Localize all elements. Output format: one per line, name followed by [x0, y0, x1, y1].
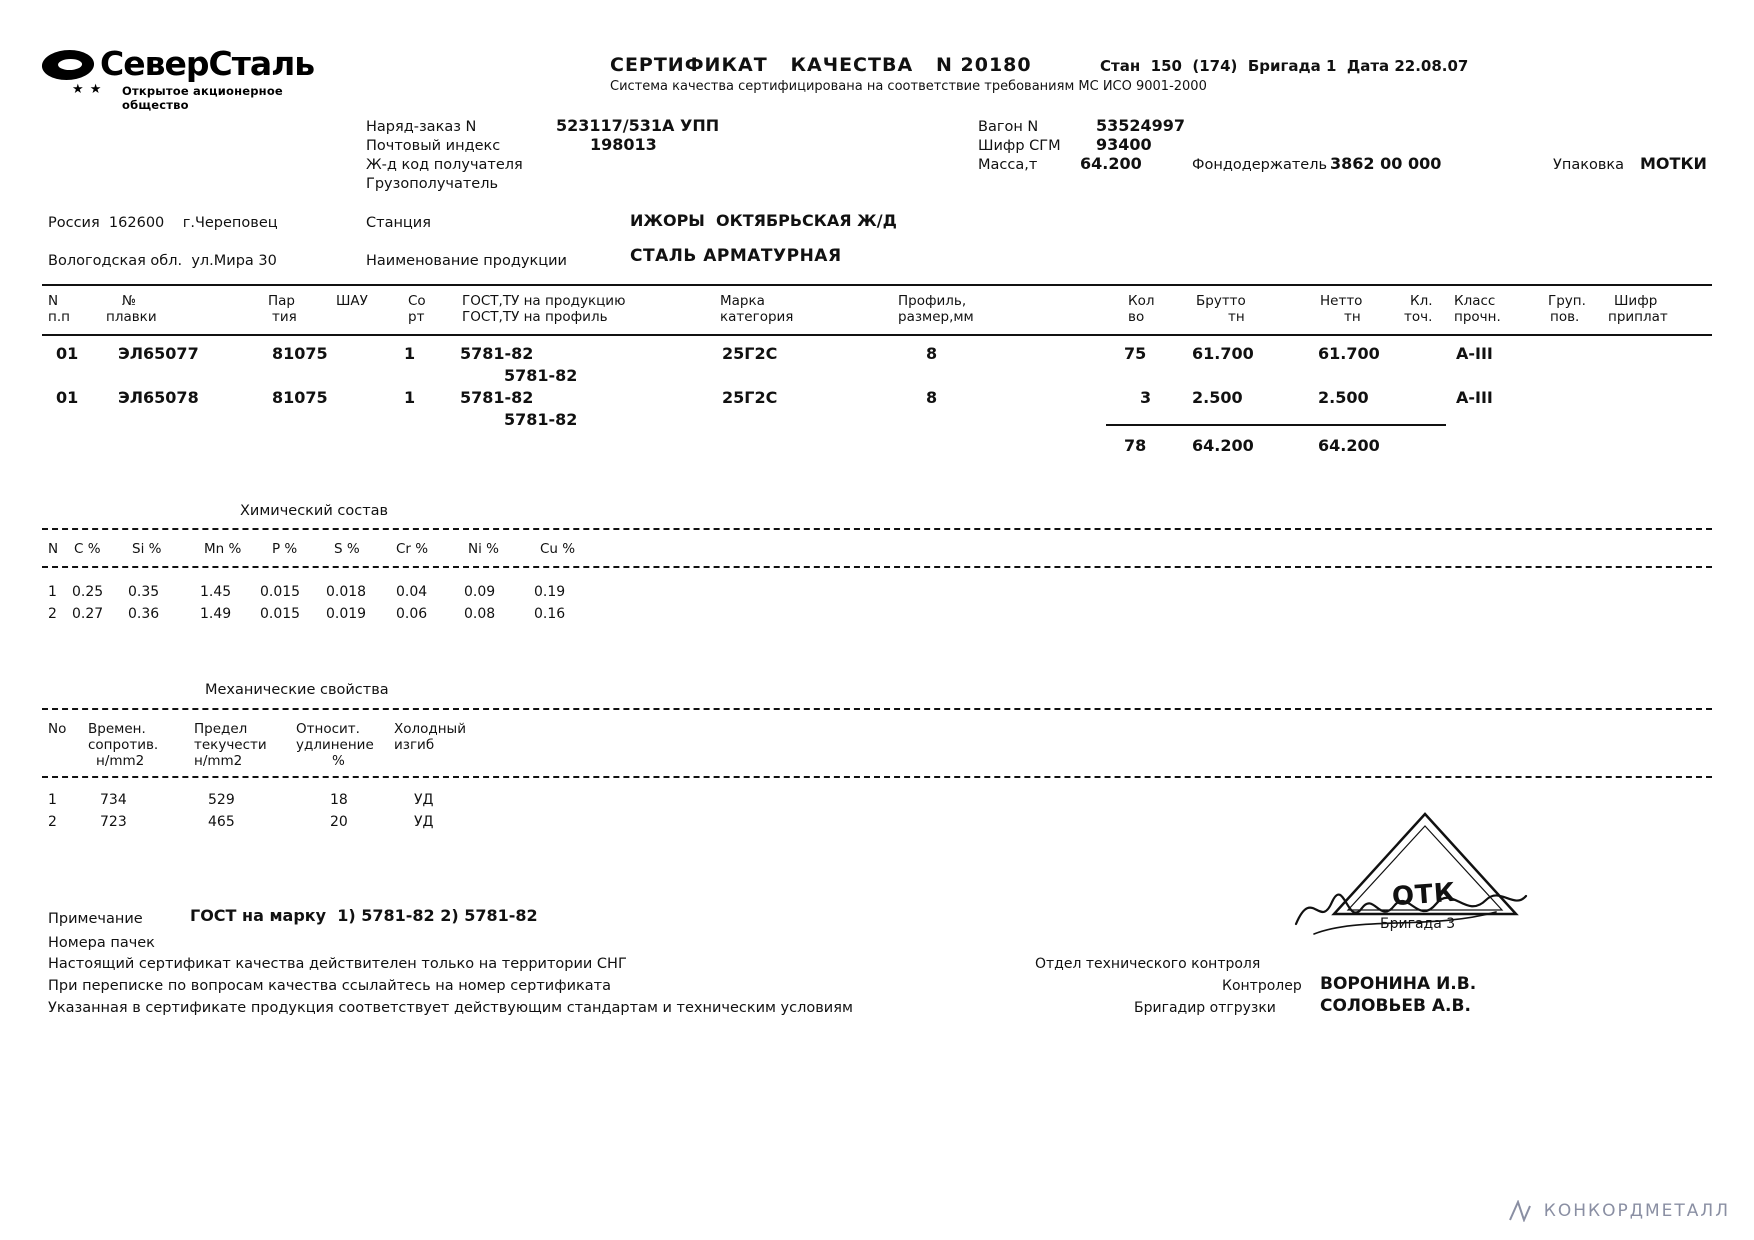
- chem-cell-ni: 0.09: [464, 584, 496, 600]
- chem-cell-p: 0.015: [260, 584, 301, 600]
- fund-holder-label: Фондодержатель: [1192, 157, 1328, 173]
- cell-sort: 1: [404, 388, 416, 407]
- th-code-2: приплат: [1608, 309, 1668, 325]
- company-logo: [36, 44, 326, 112]
- th-gost-1: ГОСТ,ТУ на продукцию: [462, 293, 626, 309]
- cell-mark: 25Г2С: [722, 344, 778, 363]
- cell-strength: А-III: [1456, 344, 1493, 363]
- cell-mark: 25Г2С: [722, 388, 778, 407]
- total-gross: 64.200: [1192, 436, 1254, 455]
- th-n-2: п.п: [48, 309, 70, 325]
- company-name: СеверСталь: [100, 44, 315, 83]
- chem-th-si: Si %: [132, 541, 162, 557]
- th-acc-2: точ.: [1404, 309, 1433, 325]
- packs-label: Номера пачек: [48, 935, 155, 951]
- th-gross-1: Брутто: [1196, 293, 1246, 309]
- th-class-1: Класс: [1454, 293, 1496, 309]
- chemical-section-title: Химический состав: [240, 503, 389, 519]
- mech-th-ts-2: сопротив.: [88, 737, 159, 753]
- note-gost: ГОСТ на марку 1) 5781-82 2) 5781-82: [190, 906, 538, 925]
- mech-th-ys-1: Предел: [194, 721, 248, 737]
- th-heat-2: плавки: [106, 309, 157, 325]
- foreman-name: СОЛОВЬЕВ А.В.: [1320, 996, 1471, 1016]
- cell-heat: ЭЛ65077: [118, 344, 199, 363]
- shifr-label: Шифр СГМ: [978, 138, 1061, 154]
- th-party-2: тия: [272, 309, 297, 325]
- chem-th-cr: Cr %: [396, 541, 429, 557]
- mech-cell-cb: УД: [414, 814, 434, 830]
- mech-th-ts-1: Времен.: [88, 721, 146, 737]
- cell-heat: ЭЛ65078: [118, 388, 199, 407]
- station-value: ИЖОРЫ ОКТЯБРЬСКАЯ Ж/Д: [630, 211, 897, 230]
- chem-cell-cr: 0.04: [396, 584, 428, 600]
- footer-line-1: Настоящий сертификат качества действителен только на территории СНГ: [48, 956, 627, 972]
- cell-n: 01: [56, 388, 79, 407]
- cell-gost1: 5781-82: [460, 344, 534, 363]
- mech-cell-ys: 529: [208, 792, 235, 808]
- chem-th-c: C %: [74, 541, 101, 557]
- postal-index-label: Почтовый индекс: [366, 138, 501, 154]
- mech-th-el-3: %: [332, 753, 345, 769]
- cell-profile: 8: [926, 388, 938, 407]
- chem-cell-cu: 0.16: [534, 606, 566, 622]
- chem-cell-c: 0.27: [72, 606, 104, 622]
- chem-cell-p: 0.015: [260, 606, 301, 622]
- cell-profile: 8: [926, 344, 938, 363]
- postal-index-value: 198013: [590, 135, 657, 154]
- chem-cell-si: 0.35: [128, 584, 160, 600]
- cell-net: 61.700: [1318, 344, 1380, 363]
- mech-th-cb-1: Холодный: [394, 721, 466, 737]
- mech-cell-ts: 734: [100, 792, 127, 808]
- mechanical-header-rule: [42, 776, 1712, 778]
- chemical-header-rule: [42, 566, 1712, 568]
- logo-mark-icon: [40, 50, 95, 80]
- cell-gross: 2.500: [1192, 388, 1243, 407]
- chem-th-p: P %: [272, 541, 298, 557]
- cell-qty: 3: [1140, 388, 1152, 407]
- mech-th-el-1: Относит.: [296, 721, 360, 737]
- mechanical-top-rule: [42, 708, 1712, 710]
- th-shau: ШАУ: [336, 293, 368, 309]
- qc-department-label: Отдел технического контроля: [1035, 956, 1261, 972]
- main-table-header-rule: [42, 334, 1712, 336]
- mech-cell-cb: УД: [414, 792, 434, 808]
- mech-th-ys-2: текучести: [194, 737, 267, 753]
- cell-gost1: 5781-82: [460, 388, 534, 407]
- mech-th-el-2: удлинение: [296, 737, 374, 753]
- address-line-2: Вологодская обл. ул.Мира 30: [48, 253, 277, 269]
- watermark-text: КОНКОРДМЕТАЛЛ: [1543, 1201, 1730, 1221]
- chem-cell-cu: 0.19: [534, 584, 566, 600]
- mech-th-ys-3: н/mm2: [194, 753, 243, 769]
- certificate-title: СЕРТИФИКАТ КАЧЕСТВА N 20180: [610, 54, 1032, 76]
- shifr-value: 93400: [1096, 135, 1152, 154]
- cell-gross: 61.700: [1192, 344, 1254, 363]
- vagon-label: Вагон N: [978, 119, 1039, 135]
- th-surf-2: пов.: [1550, 309, 1580, 325]
- stamp-subtext: Бригада 3: [1380, 916, 1456, 932]
- total-net: 64.200: [1318, 436, 1380, 455]
- mech-cell-ys: 465: [208, 814, 235, 830]
- vagon-value: 53524997: [1096, 116, 1186, 135]
- cell-gost2: 5781-82: [504, 410, 578, 429]
- cell-party: 81075: [272, 344, 328, 363]
- cell-n: 01: [56, 344, 79, 363]
- th-profile-2: размер,мм: [898, 309, 974, 325]
- th-sort-1: Со: [408, 293, 426, 309]
- mechanical-section-title: Механические свойства: [205, 682, 389, 698]
- th-gross-2: тн: [1228, 309, 1245, 325]
- cell-gost2: 5781-82: [504, 366, 578, 385]
- watermark: [1508, 1200, 1730, 1222]
- chem-cell-si: 0.36: [128, 606, 160, 622]
- th-net-1: Нетто: [1320, 293, 1363, 309]
- totals-rule: [1106, 424, 1446, 426]
- chem-th-mn: Mn %: [204, 541, 242, 557]
- mech-cell-no: 2: [48, 814, 57, 830]
- chem-th-cu: Cu %: [540, 541, 576, 557]
- th-heat-1: №: [122, 293, 137, 309]
- th-code-1: Шифр: [1614, 293, 1658, 309]
- mass-label: Масса,т: [978, 157, 1038, 173]
- handwritten-signature: [1290, 877, 1530, 940]
- th-acc-1: Кл.: [1410, 293, 1433, 309]
- mech-cell-el: 20: [330, 814, 348, 830]
- mech-th-ts-3: н/mm2: [96, 753, 145, 769]
- controller-label: Контролер: [1222, 978, 1302, 994]
- main-table-top-rule: [42, 284, 1712, 286]
- fund-holder-value: 3862 00 000: [1330, 154, 1442, 173]
- rail-code-label: Ж-д код получателя: [366, 157, 523, 173]
- th-net-2: тн: [1344, 309, 1361, 325]
- chem-cell-mn: 1.45: [200, 584, 232, 600]
- chem-th-ni: Ni %: [468, 541, 499, 557]
- cell-strength: А-III: [1456, 388, 1493, 407]
- mass-value: 64.200: [1080, 154, 1142, 173]
- mech-cell-no: 1: [48, 792, 57, 808]
- consignee-label: Грузополучатель: [366, 176, 499, 192]
- footer-line-3: Указанная в сертификате продукция соответствует действующим стандартам и техническим условиям: [48, 1000, 853, 1016]
- th-n-1: N: [48, 293, 59, 309]
- mech-cell-el: 18: [330, 792, 348, 808]
- station-label: Станция: [366, 215, 431, 231]
- mech-th-cb-2: изгиб: [394, 737, 435, 753]
- cell-net: 2.500: [1318, 388, 1369, 407]
- cell-sort: 1: [404, 344, 416, 363]
- foreman-label: Бригадир отгрузки: [1134, 1000, 1276, 1016]
- total-qty: 78: [1124, 436, 1147, 455]
- quality-system-note: Система качества сертифицирована на соответствие требованиям МС ИСО 9001-2000: [610, 79, 1207, 94]
- stamp-text: ОТК: [1391, 877, 1458, 913]
- cell-party: 81075: [272, 388, 328, 407]
- th-mark-1: Марка: [720, 293, 765, 309]
- th-sort-2: рт: [408, 309, 425, 325]
- packaging-value: МОТКИ: [1640, 154, 1707, 173]
- chem-cell-mn: 1.49: [200, 606, 232, 622]
- chem-cell-s: 0.019: [326, 606, 367, 622]
- th-party-1: Пар: [268, 293, 295, 309]
- th-class-2: прочн.: [1454, 309, 1501, 325]
- th-qty-2: во: [1128, 309, 1145, 325]
- chem-cell-c: 0.25: [72, 584, 104, 600]
- chem-cell-s: 0.018: [326, 584, 367, 600]
- cell-qty: 75: [1124, 344, 1147, 363]
- chem-th-s: S %: [334, 541, 360, 557]
- order-number-value: 523117/531А УПП: [556, 116, 720, 135]
- address-line-1: Россия 162600 г.Череповец: [48, 215, 278, 231]
- mech-cell-ts: 723: [100, 814, 127, 830]
- watermark-logo-icon: [1508, 1200, 1534, 1222]
- mill-info: Стан 150 (174) Бригада 1 Дата 22.08.07: [1100, 57, 1469, 75]
- product-label: Наименование продукции: [366, 253, 567, 269]
- th-surf-1: Груп.: [1548, 293, 1586, 309]
- th-gost-2: ГОСТ,ТУ на профиль: [462, 309, 608, 325]
- chem-cell-cr: 0.06: [396, 606, 428, 622]
- th-profile-1: Профиль,: [898, 293, 967, 309]
- th-mark-2: категория: [720, 309, 794, 325]
- th-qty-1: Кол: [1128, 293, 1155, 309]
- controller-name: ВОРОНИНА И.В.: [1320, 974, 1477, 994]
- chem-cell-ni: 0.08: [464, 606, 496, 622]
- product-value: СТАЛЬ АРМАТУРНАЯ: [630, 246, 842, 266]
- chem-th-n: N: [48, 541, 59, 557]
- chem-cell-n: 1: [48, 584, 57, 600]
- company-subtitle: Открытое акционерное общество: [122, 84, 283, 112]
- packaging-label: Упаковка: [1553, 157, 1625, 173]
- note-label: Примечание: [48, 911, 143, 927]
- mech-th-no: No: [48, 721, 67, 737]
- logo-stars-icon: ★ ★: [72, 82, 103, 97]
- chemical-top-rule: [42, 528, 1712, 530]
- order-number-label: Наряд-заказ N: [366, 119, 477, 135]
- footer-line-2: При переписке по вопросам качества ссылайтесь на номер сертификата: [48, 978, 611, 994]
- chem-cell-n: 2: [48, 606, 57, 622]
